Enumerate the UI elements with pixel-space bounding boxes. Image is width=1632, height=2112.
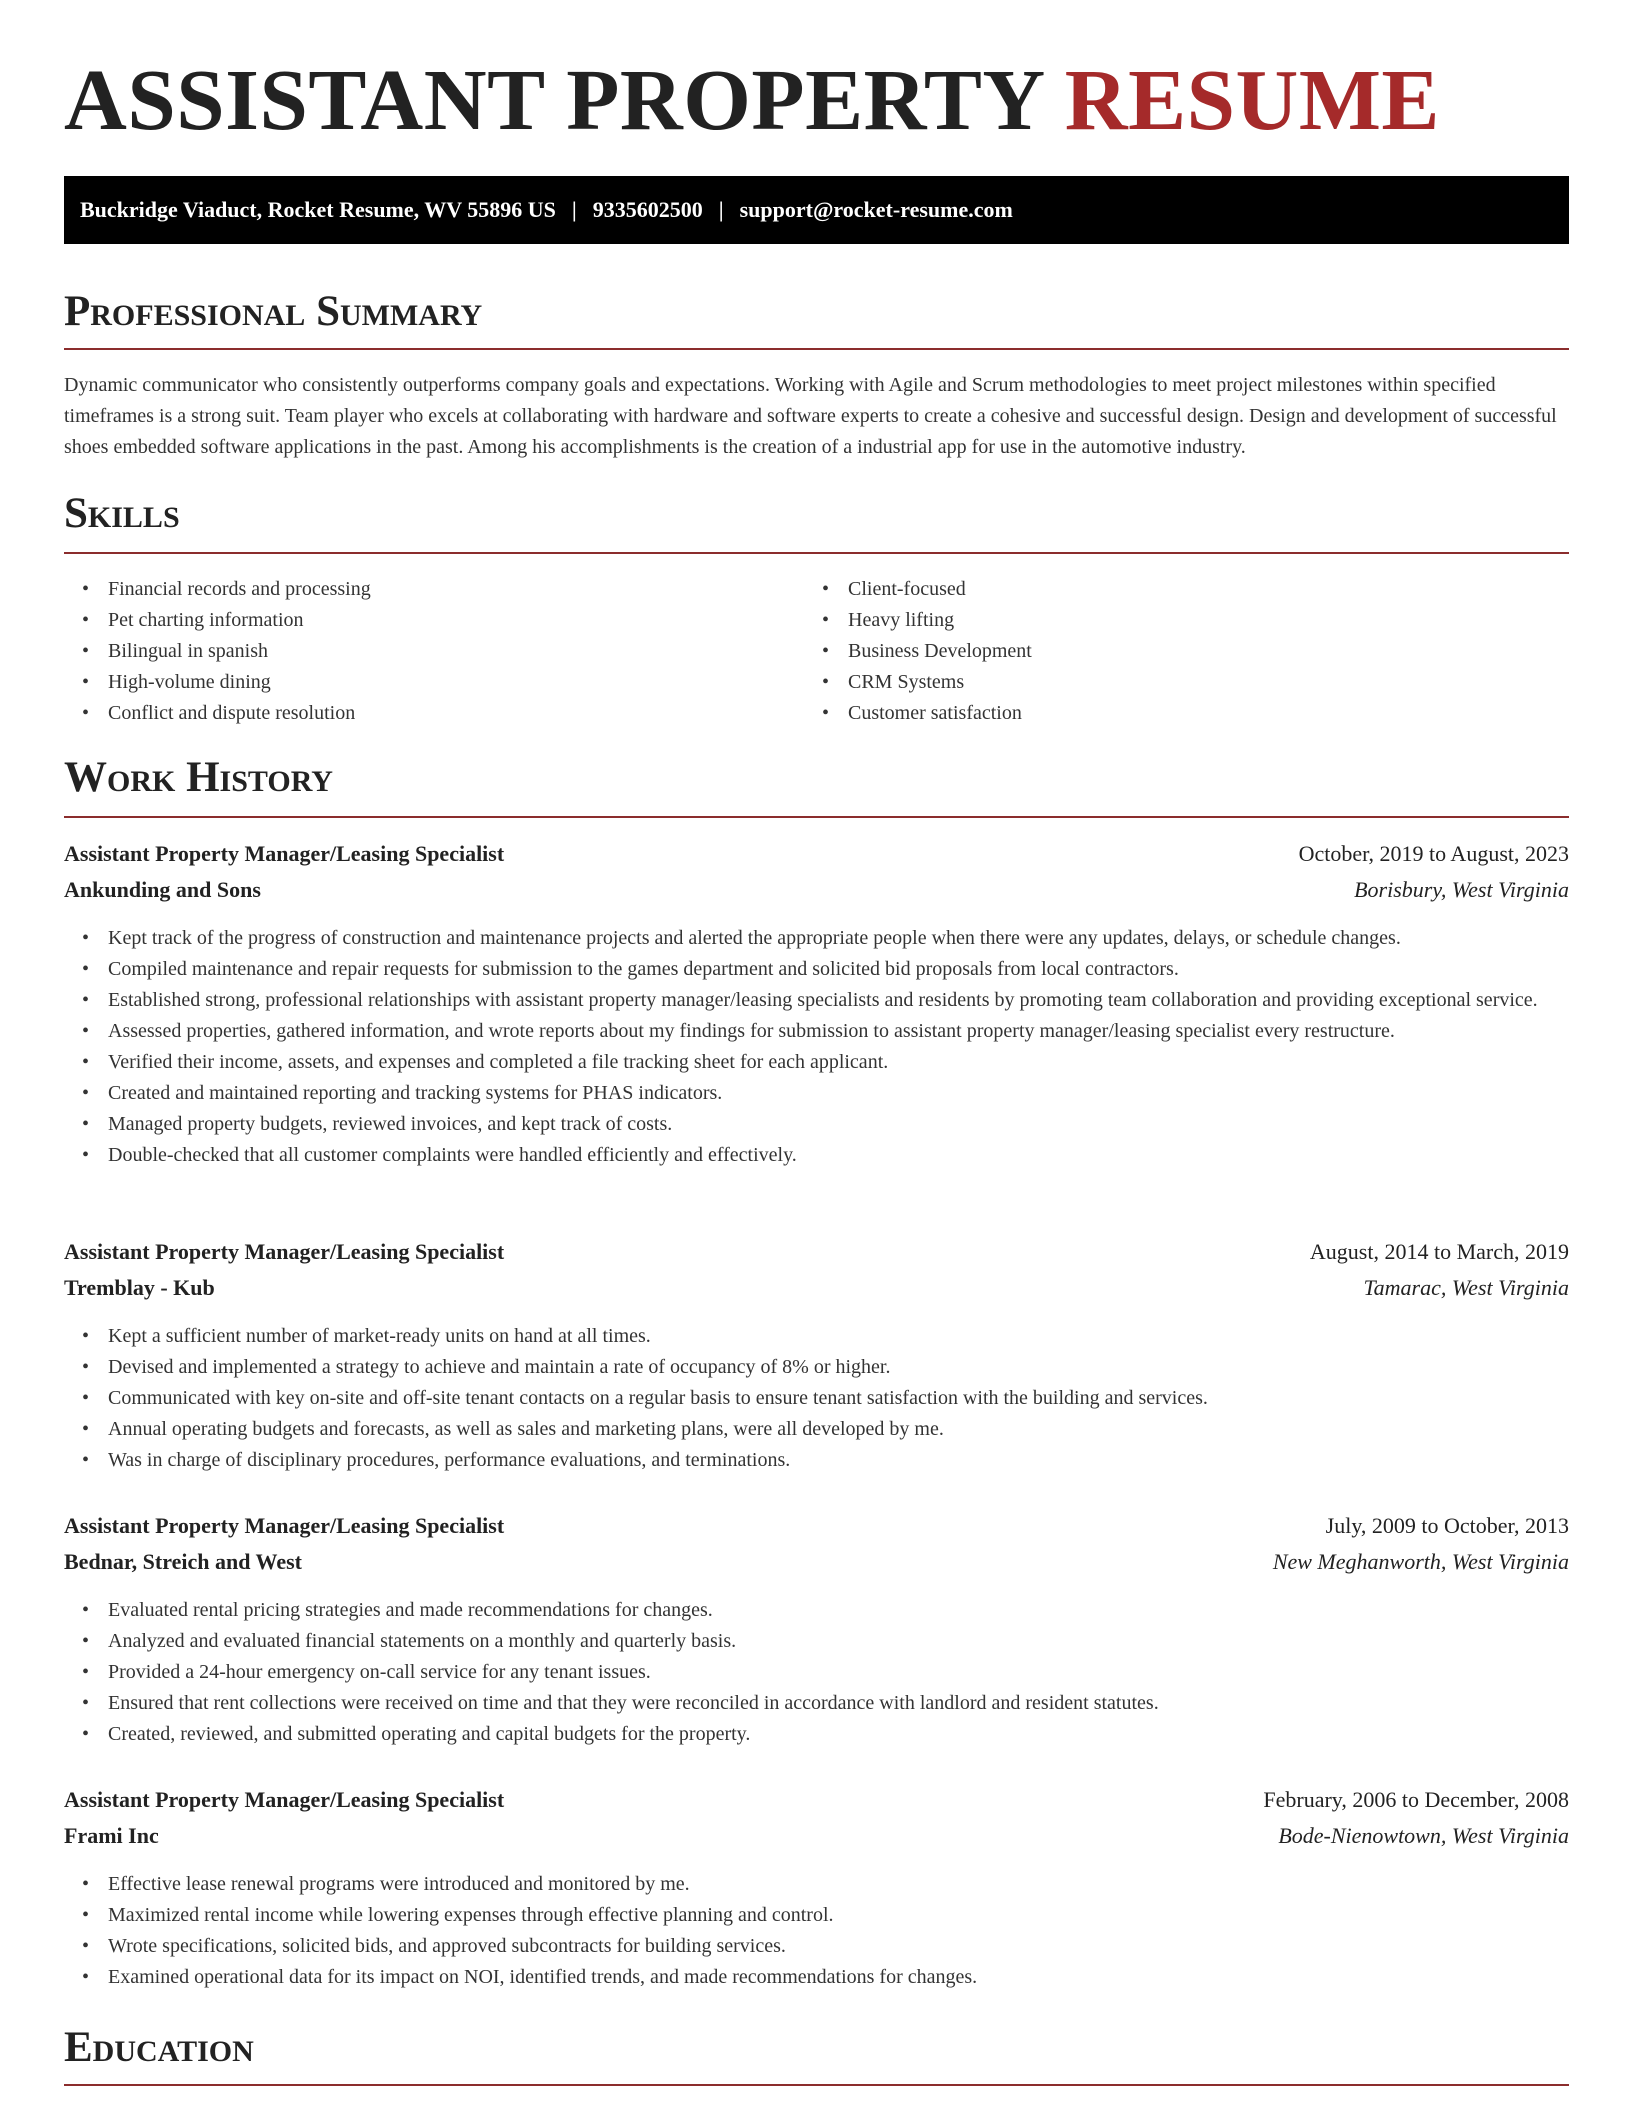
job-bullet: • Provided a 24-hour emergency on-call service for any tenant issues. bbox=[64, 1657, 1569, 1688]
job-title: Assistant Property Manager/Leasing Specialist bbox=[64, 1513, 505, 1538]
title-accent: RESUME bbox=[1064, 51, 1440, 148]
job-company: Bednar, Streich and West bbox=[64, 1549, 302, 1574]
skill-item: • Heavy lifting bbox=[804, 605, 1504, 636]
education-heading: Education bbox=[64, 2024, 254, 2071]
job-title: Assistant Property Manager/Leasing Specialist bbox=[64, 1787, 505, 1812]
job-bullets bbox=[64, 1595, 1569, 1750]
summary-text: Dynamic communicator who consistently outperforms company goals and expectations. Working with Agile and Scrum methodologies to meet project milestones within specified timeframes is a strong suit. Team player who excels at collaborating with hardware and software experts to create a cohesive and successful design. Design and development of successful shoes embedded software applications in the past. Among his accomplishments is the creation of a industrial app for use in the automotive industry. bbox=[64, 374, 1557, 458]
job-location: Bode-Nienowtown, West Virginia bbox=[1278, 1823, 1569, 1848]
job-bullet: • Ensured that rent collections were received on time and that they were reconciled in accordance with landlord and resident statutes. bbox=[64, 1688, 1569, 1719]
job-bullet: • Maximized rental income while lowering expenses through effective planning and control. bbox=[64, 1900, 1569, 1931]
job-bullet: • Created, reviewed, and submitted operating and capital budgets for the property. bbox=[64, 1719, 1569, 1750]
job-dates: February, 2006 to December, 2008 bbox=[1263, 1787, 1569, 1812]
job-bullet: • Created and maintained reporting and tracking systems for PHAS indicators. bbox=[64, 1078, 1569, 1109]
job-title: Assistant Property Manager/Leasing Specialist bbox=[64, 841, 505, 866]
job-location: Borisbury, West Virginia bbox=[1354, 877, 1569, 902]
job-company: Tremblay - Kub bbox=[64, 1275, 215, 1300]
job-bullet: • Devised and implemented a strategy to achieve and maintain a rate of occupancy of 8% or higher. bbox=[64, 1352, 1569, 1383]
summary-heading: Professional Summary bbox=[64, 288, 483, 335]
job-bullet: • Assessed properties, gathered information, and wrote reports about my findings for submission to assistant property manager/leasing specialist every restructure. bbox=[64, 1016, 1569, 1047]
job-title: Assistant Property Manager/Leasing Specialist bbox=[64, 1239, 505, 1264]
contact-separator: | bbox=[718, 197, 724, 222]
job-header bbox=[64, 1782, 1569, 1854]
skill-item: • High-volume dining bbox=[64, 667, 764, 698]
job-company: Frami Inc bbox=[64, 1823, 159, 1848]
skill-item: • Financial records and processing bbox=[64, 574, 764, 605]
job-bullet: • Analyzed and evaluated financial statements on a monthly and quarterly basis. bbox=[64, 1626, 1569, 1657]
resume-title bbox=[64, 51, 1440, 148]
skill-item: • Conflict and dispute resolution bbox=[64, 698, 764, 729]
job-header bbox=[64, 1508, 1569, 1580]
job-bullet: • Examined operational data for its impact on NOI, identified trends, and made recommendations for changes. bbox=[64, 1962, 1569, 1993]
job-bullets bbox=[64, 923, 1569, 1171]
work-heading: Work History bbox=[64, 754, 333, 801]
title-main: ASSISTANT PROPERTY bbox=[64, 51, 1043, 148]
contact-phone: 9335602500 bbox=[592, 197, 703, 222]
job-header bbox=[64, 1234, 1569, 1306]
job-bullets bbox=[64, 1869, 1569, 1993]
resume-page bbox=[64, 0, 1569, 2112]
skill-item: • Client-focused bbox=[804, 574, 1504, 605]
job-location: New Meghanworth, West Virginia bbox=[1272, 1549, 1569, 1574]
contact-bar bbox=[64, 176, 1569, 244]
job-header bbox=[64, 836, 1569, 908]
job-bullet: • Kept a sufficient number of market-ready units on hand at all times. bbox=[64, 1321, 1569, 1352]
contact-email: support@rocket-resume.com bbox=[739, 197, 1013, 222]
job-bullet: • Annual operating budgets and forecasts, as well as sales and marketing plans, were all developed by me. bbox=[64, 1414, 1569, 1445]
skill-item: • CRM Systems bbox=[804, 667, 1504, 698]
contact-separator: | bbox=[571, 197, 577, 222]
job-bullet: • Evaluated rental pricing strategies and made recommendations for changes. bbox=[64, 1595, 1569, 1626]
section-divider bbox=[64, 552, 1569, 554]
job-bullet: • Managed property budgets, reviewed invoices, and kept track of costs. bbox=[64, 1109, 1569, 1140]
job-bullet: • Wrote specifications, solicited bids, and approved subcontracts for building services. bbox=[64, 1931, 1569, 1962]
section-divider bbox=[64, 2084, 1569, 2086]
job-bullet: • Double-checked that all customer complaints were handled efficiently and effectively. bbox=[64, 1140, 1569, 1171]
job-bullet: • Communicated with key on-site and off-site tenant contacts on a regular basis to ensure tenant satisfaction with the building and services. bbox=[64, 1383, 1569, 1414]
section-divider bbox=[64, 348, 1569, 350]
job-company: Ankunding and Sons bbox=[64, 877, 261, 902]
job-bullet: • Effective lease renewal programs were introduced and monitored by me. bbox=[64, 1869, 1569, 1900]
job-dates: August, 2014 to March, 2019 bbox=[1309, 1239, 1569, 1264]
job-dates: July, 2009 to October, 2013 bbox=[1325, 1513, 1569, 1538]
job-location: Tamarac, West Virginia bbox=[1363, 1275, 1569, 1300]
contact-address: Buckridge Viaduct, Rocket Resume, WV 55896 US bbox=[80, 197, 556, 222]
job-bullet: • Compiled maintenance and repair requests for submission to the games department and solicited bid proposals from local contractors. bbox=[64, 954, 1569, 985]
skill-item: • Business Development bbox=[804, 636, 1504, 667]
skills-list-left bbox=[64, 574, 764, 729]
skills-heading: Skills bbox=[64, 490, 180, 537]
job-bullet: • Kept track of the progress of construction and maintenance projects and alerted the appropriate people when there were any updates, delays, or schedule changes. bbox=[64, 923, 1569, 954]
skill-item: • Customer satisfaction bbox=[804, 698, 1504, 729]
job-dates: October, 2019 to August, 2023 bbox=[1298, 841, 1569, 866]
section-divider bbox=[64, 816, 1569, 818]
job-bullet: • Was in charge of disciplinary procedures, performance evaluations, and terminations. bbox=[64, 1445, 1569, 1476]
job-bullet: • Verified their income, assets, and expenses and completed a file tracking sheet for each applicant. bbox=[64, 1047, 1569, 1078]
job-bullet: • Established strong, professional relationships with assistant property manager/leasing specialists and residents by promoting team collaboration and providing exceptional service. bbox=[64, 985, 1569, 1016]
job-bullets bbox=[64, 1321, 1569, 1476]
skill-item: • Bilingual in spanish bbox=[64, 636, 764, 667]
skills-list-right bbox=[804, 574, 1504, 729]
skill-item: • Pet charting information bbox=[64, 605, 764, 636]
